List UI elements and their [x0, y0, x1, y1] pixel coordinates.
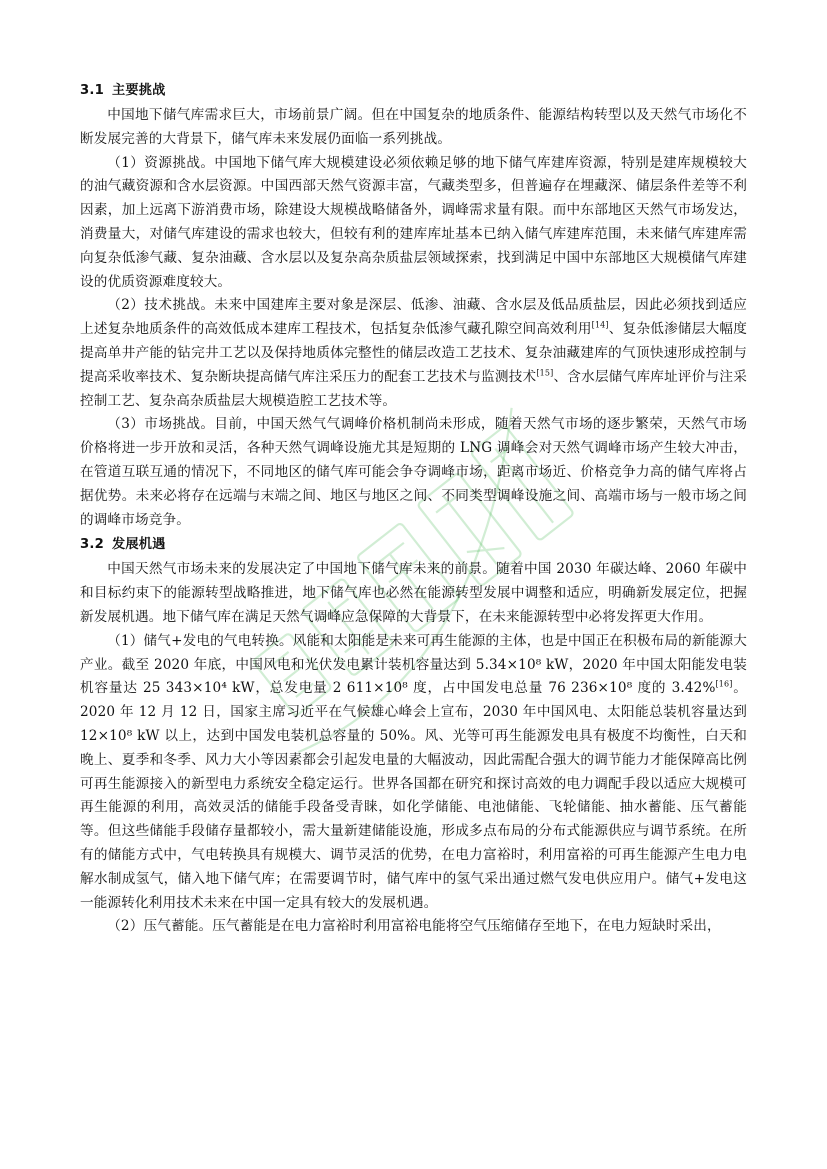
section-title: 发展机遇 — [112, 537, 166, 553]
section-title: 主要挑战 — [112, 83, 166, 98]
section-heading-3-1 — [80, 78, 747, 104]
section-number: 3.1 — [80, 83, 104, 98]
paragraph: 中国地下储气库需求巨大，市场前景广阔。但在中国复杂的地质条件、能源结构转型以及天然气市场化不断发展完善的大背景下，储气库未来发展仍面临一系列挑战。 — [80, 107, 747, 147]
paragraph: （3）市场挑战。目前，中国天然气气调峰价格机制尚未形成，随着天然气市场的逐步繁荣，天然气市场价格将进一步开放和灵活，各种天然气调峰设施尤其是短期的 LNG 调峰会对天然气调峰市场产生较大冲击，在管道互联互通的情况下，不同地区的储气库可能会争夺调峰市场，距离市场近、价格竞争力高的储气库将占据优势。未来必将存在远端与末端之间、地区与地区之间、不同类型调峰设施之间、高端市场与一般市场之间的调峰市场竞争。 — [80, 416, 747, 528]
paragraph: （1）储气+发电的气电转换。风能和太阳能是未来可再生能源的主体，也是中国正在积极布局的新能源大产业。截至 2020 年底，中国风电和光伏发电累计装机容量达到 5.34×10⁸ kW，2020 年中国太阳能发电装机容量达 25 343×10⁴ kW，总发电量 2 611×10⁸ 度，占中国发电总量 76 236×10⁸ 度的 3.42%[16]。2020 年 12 月 12 日，国家主席习近平在气候雄心峰会上宣布，2030 年中国风电、太阳能总装机容量达到 12×10⁸ kW 以上，达到中国发电装机总容量的 50%。风、光等可再生能源发电具有极度不均衡性，白天和晚上、夏季和冬季、风力大小等因素都会引起发电量的大幅波动，因此需配合强大的调节能力才能保障高比例可再生能源接入的新型电力系统安全稳定运行。世界各国都在研究和探讨高效的电力调配手段以适应大规模可再生能源的利用，高效灵活的储能手段备受青睐，如化学储能、电池储能、飞轮储能、抽水蓄能、压气蓄能等。但这些储能手段储存量都较小，需大量新建储能设施，形成多点布局的分布式能源供应与调节系统。在所有的储能方式中，气电转换具有规模大、调节灵活的优势，在电力富裕时，利用富裕的可再生能源产生电力电解水制成氢气，储入地下储气库；在需要调节时，储气库中的氢气采出通过燃气发电供应用户。储气+发电这一能源转化利用技术未来在中国一定具有较大的发展机遇。 — [80, 632, 748, 911]
page-content — [80, 78, 747, 939]
paragraph: 中国天然气市场未来的发展决定了中国地下储气库未来的前景。随着中国 2030 年碳达峰、2060 年碳中和目标约束下的能源转型战略推进，地下储气库也必然在能源转型发展中调整和适应，明确新发展定位，把握新发展机遇。地下储气库在满足天然气调峰应急保障的大背景下，在未来能源转型中必将发挥更大作用。 — [80, 561, 747, 625]
citation-marker: [15] — [536, 368, 554, 378]
paragraph: （1）资源挑战。中国地下储气库大规模建设必须依赖足够的地下储气库建库资源，特别是建库规模较大的油气藏资源和含水层资源。中国西部天然气资源丰富，气藏类型多，但普遍存在埋藏深、储层条件差等不利因素，加上远离下游消费市场，除建设大规模战略储备外，调峰需求量有限。而中东部地区天然气市场发达，消费量大，对储气库建设的需求也较大，但较有利的建库库址基本已纳入储气库建库范围，未来储气库建库需向复杂低渗气藏、复杂油藏、含水层以及复杂高杂质盐层领域探索，找到满足中国中东部地区大规模储气库建设的优质资源难度较大。 — [80, 154, 747, 290]
paragraph: （2）技术挑战。未来中国建库主要对象是深层、低渗、油藏、含水层及低品质盐层，因此必须找到适应上述复杂地质条件的高效低成本建库工程技术，包括复杂低渗气藏孔隙空间高效利用[14]、复杂低渗储层大幅度提高单井产能的钻完井工艺以及保持地质体完整性的储层改造工艺技术、复杂油藏建库的气顶快速形成控制与提高采收率技术、复杂断块提高储气库注采压力的配套工艺技术与监测技术[15]、含水层储气库库址评价与注采控制工艺、复杂高杂质盐层大规模造腔工艺技术等。 — [80, 297, 747, 409]
section-heading-3-2 — [80, 532, 747, 558]
paragraph: （2）压气蓄能。压气蓄能是在电力富裕时利用富裕电能将空气压缩储存至地下，在电力短缺时采出， — [107, 918, 721, 935]
citation-marker: [16] — [715, 679, 733, 689]
citation-marker: [14] — [591, 320, 609, 330]
section-number: 3.2 — [80, 537, 104, 553]
